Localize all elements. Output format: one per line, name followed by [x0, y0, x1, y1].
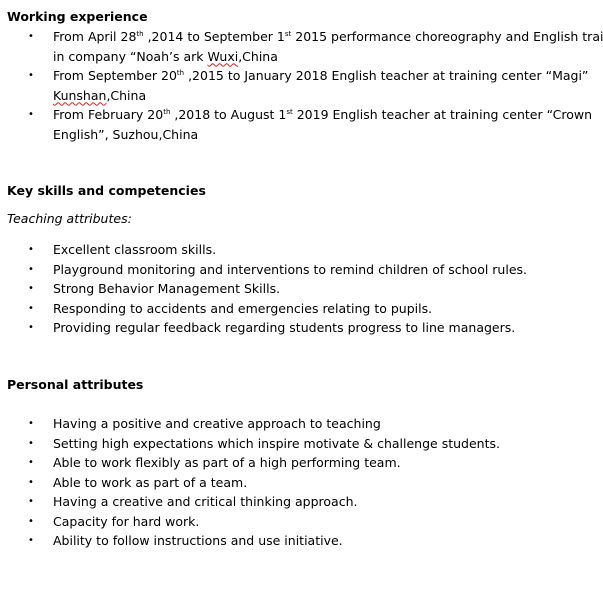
spellcheck-word[interactable]: Kunshan: [53, 87, 107, 103]
list-item: • Capacity for hard work.: [0, 512, 558, 532]
personal-attributes-list: [0, 414, 558, 551]
list-item: • Having a positive and creative approach to teaching: [0, 414, 558, 434]
bullet-icon: •: [28, 515, 34, 527]
list-item: • Providing regular feedback regarding students progress to line managers.: [0, 318, 558, 338]
bullet-icon: •: [28, 109, 34, 120]
bullet-icon: •: [28, 437, 34, 449]
working-experience-heading: Working experience: [7, 9, 148, 24]
bullet-icon: •: [28, 31, 34, 42]
bullet-icon: •: [28, 535, 34, 546]
list-item: • Strong Behavior Management Skills.: [0, 279, 558, 299]
list-item: • Playground monitoring and interventions to remind children of school rules.: [0, 260, 558, 280]
bullet-icon: •: [28, 322, 34, 333]
bullet-icon: •: [28, 457, 34, 468]
list-item: • From February 20th ,2018 to August 1st 2019 English teacher at training center “Crown: [0, 105, 558, 125]
list-item: • Ability to follow instructions and use initiative.: [0, 531, 558, 551]
list-item-continuation: in company “Noah’s ark Wuxi,China: [53, 48, 278, 64]
bullet-icon: •: [28, 302, 34, 314]
list-item: • Having a creative and critical thinking approach.: [0, 492, 558, 512]
list-item: • Able to work as part of a team.: [0, 473, 558, 493]
list-item: • Setting high expectations which inspire motivate & challenge students.: [0, 434, 558, 454]
list-item: • From April 28th ,2014 to September 1st 2015 performance choreography and English trai: [0, 27, 558, 47]
working-experience-list: [0, 27, 603, 144]
list-item-continuation: English”, Suzhou,China: [53, 126, 199, 142]
bullet-icon: •: [28, 418, 34, 429]
key-skills-heading: Key skills and competencies: [7, 183, 206, 198]
key-skills-list: [0, 240, 558, 338]
bullet-icon: •: [28, 244, 34, 255]
bullet-icon: •: [28, 283, 34, 294]
list-item: • From September 20th ,2015 to January 2018 English teacher at training center “Magi”: [0, 66, 558, 86]
teaching-attributes-subheading: Teaching attributes:: [7, 211, 132, 226]
bullet-icon: •: [28, 263, 34, 275]
list-item-continuation: Kunshan,China: [53, 87, 147, 103]
spellcheck-word[interactable]: Wuxi: [207, 48, 239, 64]
list-item: • Able to work flexibly as part of a high performing team.: [0, 453, 558, 473]
bullet-icon: •: [28, 476, 34, 488]
bullet-icon: •: [28, 496, 34, 507]
personal-attributes-heading: Personal attributes: [7, 377, 144, 392]
bullet-icon: •: [28, 70, 34, 81]
list-item: • Responding to accidents and emergencies relating to pupils.: [0, 299, 558, 319]
list-item: • Excellent classroom skills.: [0, 240, 558, 260]
